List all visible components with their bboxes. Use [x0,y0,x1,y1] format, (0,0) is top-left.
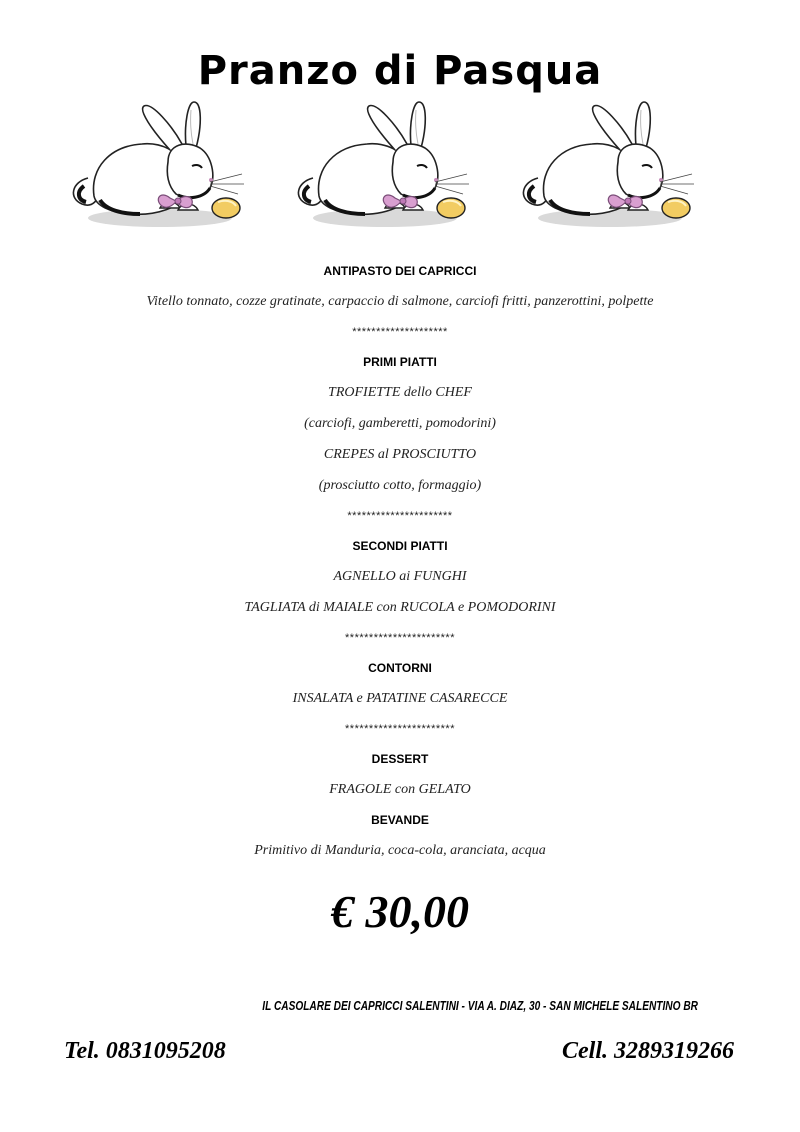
section-title-primi: PRIMI PIATTI [363,355,437,369]
separator: ********************** [347,510,453,522]
menu-item: Vitello tonnato, cozze gratinate, carpaccio di salmone, carciofi fritti, panzerottini, polpette [146,294,654,309]
bunny-illustrations [0,100,800,250]
menu-item: FRAGOLE con GELATO [329,782,471,797]
section-title-antipasto: ANTIPASTO DEI CAPRICCI [323,264,477,278]
menu-item: (carciofi, gamberetti, pomodorini) [304,416,496,431]
section-title-secondi: SECONDI PIATTI [352,539,448,553]
telephone-number: Tel. 0831095208 [64,1038,226,1064]
cell-number: Cell. 3289319266 [562,1038,734,1064]
menu-item: TROFIETTE dello CHEF [328,385,472,400]
easter-bunny-icon [510,100,710,250]
menu-item: Primitivo di Manduria, coca-cola, aranciata, acqua [254,843,546,858]
menu-item: INSALATA e PATATINE CASARECCE [292,691,508,706]
separator: *********************** [345,723,455,735]
menu-item: (prosciutto cotto, formaggio) [318,478,482,493]
section-title-bevande: BEVANDE [371,813,429,827]
separator: *********************** [345,632,455,644]
price: € 30,00 [331,886,469,937]
separator: ******************** [352,326,448,338]
menu-body [0,256,800,866]
menu-item: CREPES al PROSCIUTTO [323,447,477,462]
section-title-dessert: DESSERT [371,752,429,766]
menu-item: AGNELLO ai FUNGHI [333,569,467,584]
menu-item: TAGLIATA di MAIALE con RUCOLA e POMODORINI [244,600,556,615]
easter-bunny-icon [60,100,260,250]
restaurant-address: IL CASOLARE DEI CAPRICCI SALENTINI - VIA A. DIAZ, 30 - SAN MICHELE SALENTINO BR [262,998,698,1013]
menu-title: Pranzo di Pasqua [197,48,603,94]
easter-bunny-icon [285,100,485,250]
section-title-contorni: CONTORNI [368,661,432,675]
